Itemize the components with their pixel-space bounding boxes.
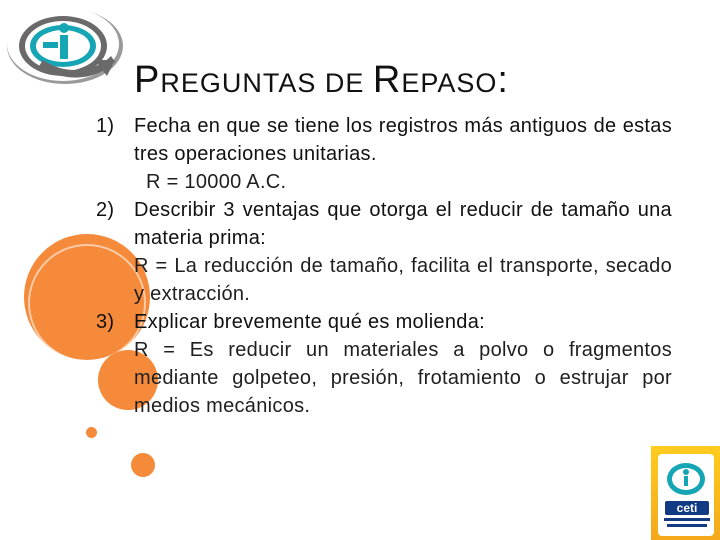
decorative-circle-tiny [86,427,97,438]
question-item-1 [96,112,672,196]
title-rest-1: REGUNTAS DE [160,68,373,98]
logo-tagline-bar [664,518,710,521]
question-text: Describir 3 ventajas que otorga el reducir de tamaño una materia prima: [134,199,672,249]
question-text: Explicar brevemente qué es molienda: [134,311,485,333]
question-list [96,112,672,420]
answer-text: R = La reducción de tamaño, facilita el transporte, secado y extracción. [134,255,672,305]
logo-word: ceti [665,501,709,515]
question-item-2 [96,196,672,308]
title-initial-2: R [372,59,402,101]
title-initial-1: P [134,59,161,101]
page-title [134,58,509,105]
answer-text: R = Es reducir un materiales a polvo o fragmentos mediante golpeteo, presión, frotamiento o estrujar por medios mecánicos. [134,339,672,417]
ceti-logo-icon [651,446,720,540]
question-number: 2) [96,199,115,221]
logo-emblem-icon [665,460,707,498]
question-item-3 [96,308,672,420]
title-rest-2: EPASO [401,68,498,98]
question-text: Fecha en que se tiene los registros más antiguos de estas tres operaciones unitarias. [134,115,672,165]
logo-tagline-bar [667,524,707,527]
decorative-circle-small [131,453,155,477]
question-number: 1) [96,115,115,137]
title-colon: : [497,59,509,101]
question-number: 3) [96,311,115,333]
ceti-emblem-icon [3,4,127,88]
answer-text: R = 10000 A.C. [146,171,287,193]
